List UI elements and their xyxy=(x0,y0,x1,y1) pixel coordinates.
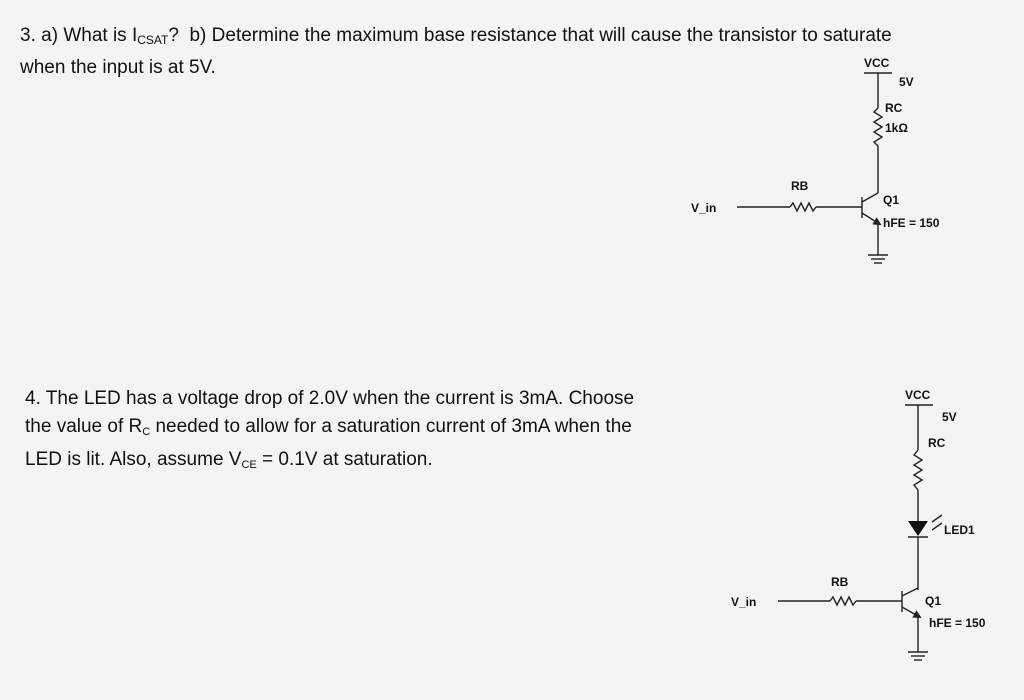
rc-label: RC xyxy=(885,101,903,115)
rb-label: RB xyxy=(831,575,849,589)
q1-label: Q1 xyxy=(883,193,900,207)
led-icon xyxy=(908,521,928,536)
hfe-label: hFE = 150 xyxy=(883,216,940,230)
question-4-line-2: the value of RC needed to allow for a saturation current of 3mA when the xyxy=(25,416,632,438)
circuit-2 xyxy=(731,388,986,660)
ic-sat-subscript: CSAT xyxy=(137,33,169,47)
circuit-1 xyxy=(691,56,940,263)
rc-subscript: C xyxy=(142,426,151,438)
led-emission-arrow-1 xyxy=(932,515,942,522)
transistor-emitter xyxy=(902,607,918,616)
rc-value: 1kΩ xyxy=(885,121,908,135)
question-3-part-b: b) Determine the maximum base resistance that will cause the transistor to saturate xyxy=(189,25,892,46)
supply-voltage-label: 5V xyxy=(899,75,914,89)
led-label: LED1 xyxy=(944,523,975,537)
transistor-collector xyxy=(902,588,918,596)
led-emission-arrow-2 xyxy=(932,523,942,530)
vcc-label: VCC xyxy=(864,56,890,70)
rc-label: RC xyxy=(928,436,946,450)
rb-label: RB xyxy=(791,179,809,193)
question-3-line-2: when the input is at 5V. xyxy=(20,57,216,78)
question-4-line-3: LED is lit. Also, assume VCE = 0.1V at saturation. xyxy=(25,449,433,471)
question-4-number: 4. xyxy=(25,388,41,409)
q1-label: Q1 xyxy=(925,594,942,608)
vin-label: V_in xyxy=(691,201,717,215)
vce-subscript: CE xyxy=(241,459,257,471)
question-3-part-a: a) What is $I_{CSAT}$? xyxy=(41,25,179,47)
vin-label: V_in xyxy=(731,595,757,609)
transistor-emitter xyxy=(862,213,878,223)
transistor-collector xyxy=(862,193,878,202)
question-4-line-1: The LED has a voltage drop of 2.0V when the current is 3mA. Choose xyxy=(45,388,635,409)
resistor-rb xyxy=(830,597,856,605)
supply-voltage-label: 5V xyxy=(942,410,957,424)
resistor-rb xyxy=(790,203,816,211)
resistor-rc xyxy=(914,450,922,490)
hfe-label: hFE = 150 xyxy=(929,616,986,630)
question-3-number: 3. xyxy=(20,25,36,46)
vcc-label: VCC xyxy=(905,388,931,402)
resistor-rc xyxy=(874,108,882,146)
